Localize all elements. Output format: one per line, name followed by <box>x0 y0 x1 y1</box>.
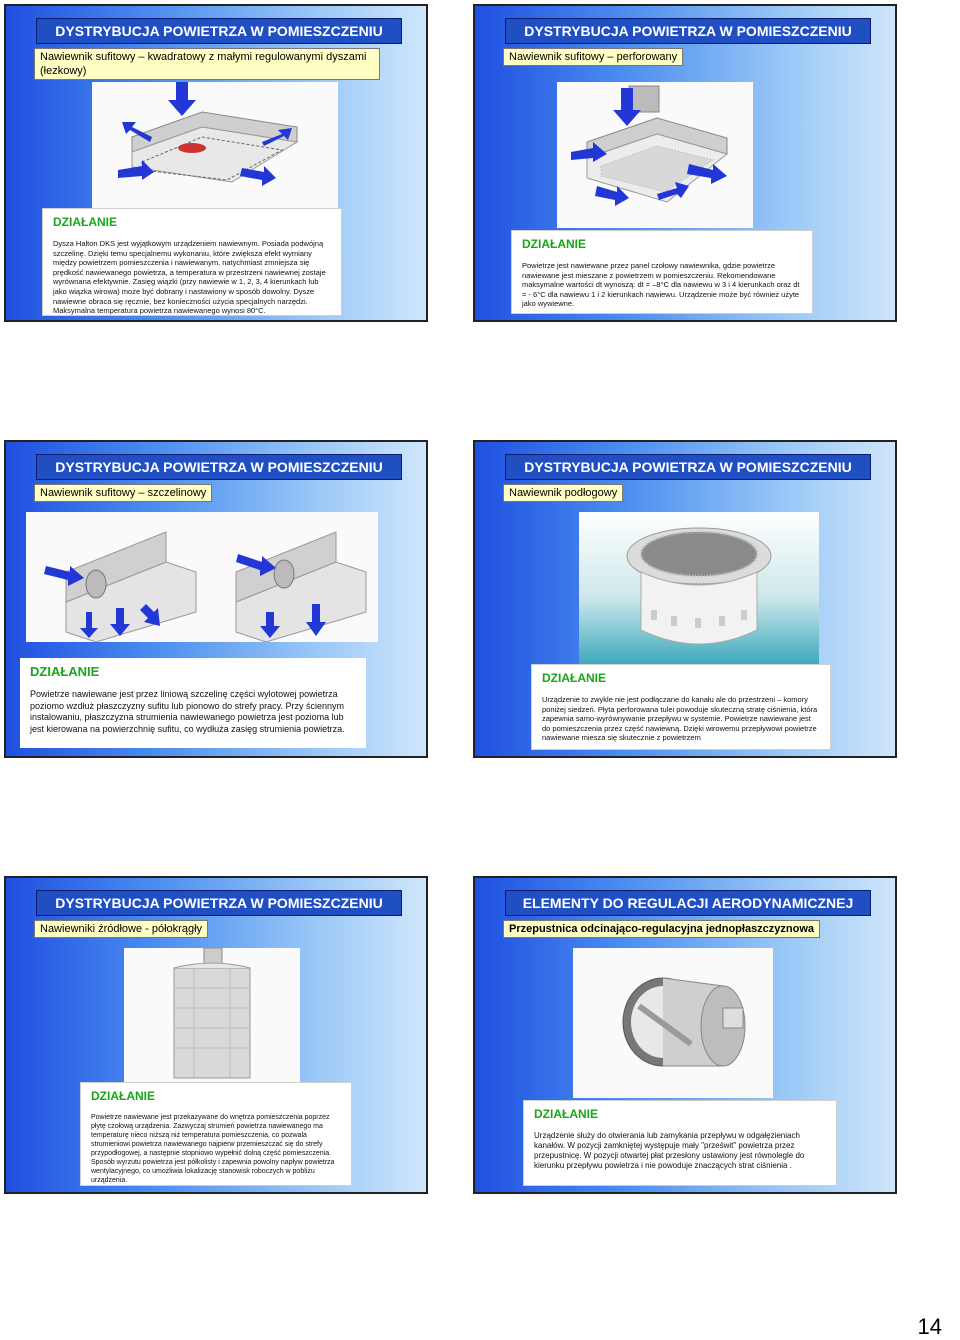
slide-subtitle: Przepustnica odcinająco-regulacyjna jednopłaszczyznowa <box>503 920 820 938</box>
description-box <box>523 1100 837 1186</box>
description-text: Dysza Halton DKS jest wyjątkowym urządzeniem nawiewnym. Posiada podwójną szczelinę. Dzięki temu specjalnemu wykonaniu, które zwiększa efekt wymiany między powietrzem pomieszczenia i nawiewanym, natychmiast zmniejsza się prędkość nawiewanego powietrza, a temperatura w przestrzeni nawiewnej zostaje wyrównana efektywnie. Zasięg wiązki (przy nawiewie w 1, 2, 3, 4 kierunkach lub jako wiązka wirowa) może być dobrany i nastawiony w sposób dowolny. Dysze nawiewne obraca się ręcznie, bez konieczności użycia specjalnych narzędzi. Maksymalna temperatura powietrza nawiewanego wynosi 80°C. <box>53 239 326 316</box>
slide-1 <box>4 4 428 322</box>
description-box <box>80 1082 352 1186</box>
description-box <box>531 664 831 750</box>
description-box <box>42 208 342 316</box>
slide-title: DYSTRYBUCJA POWIETRZA W POMIESZCZENIU <box>505 454 871 480</box>
diffuser-slot-image <box>26 512 378 642</box>
description-heading: DZIAŁANIE <box>91 1089 155 1103</box>
slide-subtitle: Nawiewnik sufitowy – szczelinowy <box>34 484 212 502</box>
page-number: 14 <box>917 1314 942 1339</box>
slide-5 <box>4 876 428 1194</box>
slide-subtitle: Nawiewnik podłogowy <box>503 484 623 502</box>
slide-subtitle: Nawiewniki źródłowe - półokrągły <box>34 920 208 938</box>
description-text: Urządzenie służy do otwierania lub zamykania przepływu w odgałęzieniach kanałów. W pozycji zamkniętej występuje mały "prześwit" powietrza przez przepustnicę. W pozycji otwartej płat przesłony ustawiony jest równolegle do kierunku przepływu powietrza i nie powoduje znaczących strat ciśnienia . <box>534 1131 805 1170</box>
displacement-diffuser-image <box>124 948 300 1082</box>
description-heading: DZIAŁANIE <box>542 671 606 685</box>
slide-subtitle: Nawiewnik sufitowy – kwadratowy z małymi regulowanymi dyszami (łezkowy) <box>34 48 380 80</box>
floor-diffuser-image <box>579 512 819 666</box>
damper-image <box>573 948 773 1098</box>
diffuser-square-nozzle-image <box>92 82 338 216</box>
description-heading: DZIAŁANIE <box>534 1107 598 1121</box>
diffuser-perforated-image <box>557 82 753 228</box>
slide-title: ELEMENTY DO REGULACJI AERODYNAMICZNEJ <box>505 890 871 916</box>
slide-6 <box>473 876 897 1194</box>
slide-title: DYSTRYBUCJA POWIETRZA W POMIESZCZENIU <box>36 18 402 44</box>
slide-3 <box>4 440 428 758</box>
slide-title: DYSTRYBUCJA POWIETRZA W POMIESZCZENIU <box>505 18 871 44</box>
description-text: Urządzenie to zwykle nie jest podłączane do kanału ale do przestrzeni – komory poniżej siedzeń. Płyta perforowana tulei powoduje skuteczną stratę ciśnienia, która zapewnia samo-wyrównywanie przepływu w systemie. Powietrze nawiewane jest do pomieszczenia przez część nawiewną. Dzięki wirowemu przepływowi powietrze nawiewane miesza się skutecznie z powietrzem <box>542 695 818 743</box>
slide-title: DYSTRYBUCJA POWIETRZA W POMIESZCZENIU <box>36 890 402 916</box>
description-heading: DZIAŁANIE <box>522 237 586 251</box>
description-box <box>20 658 366 748</box>
description-text: Powietrze nawiewane jest przez liniową szczelinę części wylotowej powietrza poziomo wzdłuż płaszczyzny sufitu lub pionowo do strefy pracy. Przy ściennym instalowaniu, płaszczyzna strumienia nawiewanego powietrza jest pozioma lub jest kierowana na powierzchnię sufitu, co wydłuża zasięg strumienia powietrza. <box>30 689 345 734</box>
slide-2 <box>473 4 897 322</box>
description-box <box>511 230 813 314</box>
description-text: Powietrze jest nawiewane przez panel czołowy nawiewnika, gdzie powietrze nawiewane jest mieszane z powietrzem w pomieszczeniu. Rekomendowane maksymalne wartości dt wynoszą: dt = –8°C dla nawiewu w 3 i 4 kierunkach oraz dt = - 6°C dla nawiewu 1 i 2 kierunkach nawiewu. Urządzenie może być również użyte jako wywiewne. <box>522 261 800 309</box>
description-text: Powietrze nawiewane jest przekazywane do wnętrza pomieszczenia poprzez płytę czołową urządzenia. Zazwyczaj strumień powietrza nawiewanego ma temperaturę nieco niższą niż temperatura pomieszczenia, co pozwala strumieniowi powietrza nawiewanego najpierw przemieszczać się do strefy przypodłogowej, a następnie stopniowo wypełnić dolną część pomieszczenia. Sposób wyrzutu powietrza jest półkolisty i zapewnia powolny napływ powietrza wentylacyjnego, co umożliwia lokalizację stanowisk roboczych w pobliżu urządzenia. <box>91 1114 335 1184</box>
slide-4 <box>473 440 897 758</box>
slide-subtitle: Nawiewnik sufitowy – perforowany <box>503 48 683 66</box>
slide-title: DYSTRYBUCJA POWIETRZA W POMIESZCZENIU <box>36 454 402 480</box>
description-heading: DZIAŁANIE <box>53 215 117 229</box>
description-heading: DZIAŁANIE <box>30 664 100 679</box>
